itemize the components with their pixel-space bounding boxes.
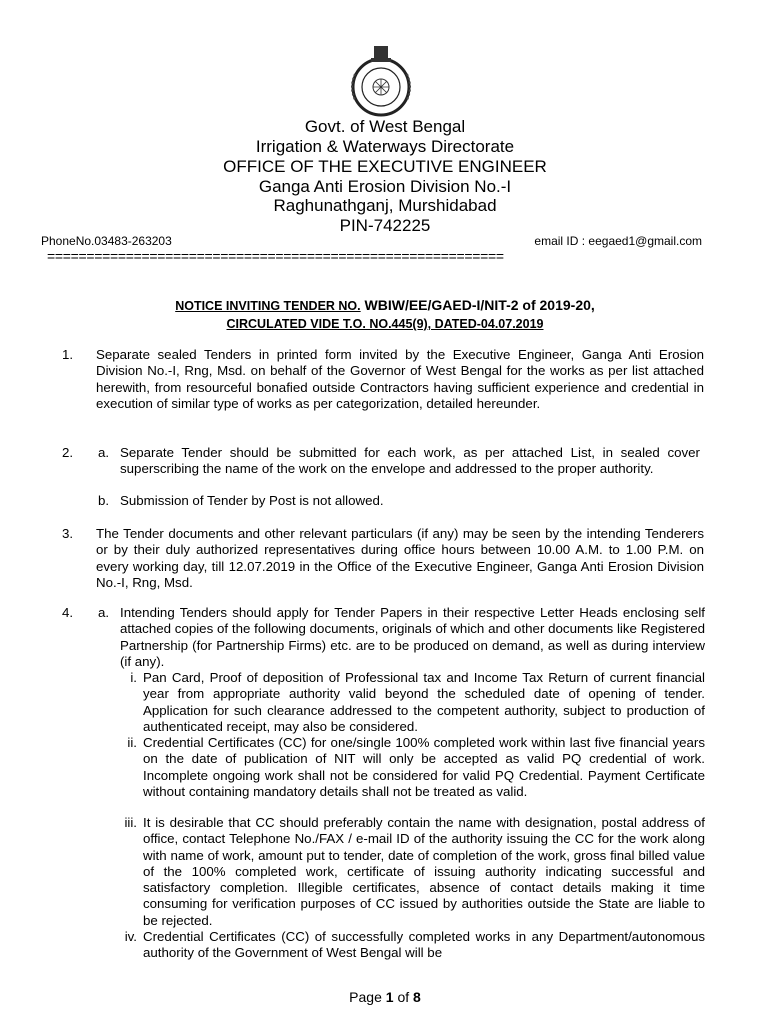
page-total: 8 <box>413 989 421 1005</box>
notice-number: WBIW/EE/GAED-I/NIT-2 of 2019-20, <box>360 297 595 313</box>
clause-number: 2. <box>62 445 74 460</box>
letterhead-govt: Govt. of West Bengal <box>304 117 466 136</box>
sub-label: a. <box>98 445 110 460</box>
email-id: email ID : eegaed1@gmail.com <box>534 234 702 248</box>
item-label: i. <box>130 670 137 685</box>
sub-label: a. <box>98 605 110 620</box>
page-footer <box>0 989 770 1005</box>
clause-4a-text: Intending Tenders should apply for Tender Papers in their respective Letter Heads enclosing self attached copies of the following documents, originals of which and other documents like Registered Partnership (for Partnership Firms) etc. are to be produced on demand, as well as during interview (if any). <box>120 605 705 669</box>
clause-4a-item <box>130 670 705 735</box>
clause-4a-item <box>124 929 705 962</box>
item-label: iii. <box>124 815 137 830</box>
letterhead-pin: PIN-742225 <box>339 216 431 235</box>
item-text: Credential Certificates (CC) for one/single 100% completed work within last five financial years on the date of publication of NIT will only be accepted as valid PQ credential of work. Incomplete ongoing work shall not be considered for valid PQ Credential. Payment Certificate without containing mandatory details shall not be treated as valid. <box>143 735 705 799</box>
letterhead-division: Ganga Anti Erosion Division No.-I <box>258 177 512 196</box>
clause-3-text: The Tender documents and other relevant particulars (if any) may be seen by the intending Tenderers or by their duly authorized representatives during office hours between 10.00 A.M. to 1.00 P.M. on every working day, till 12.07.2019 in the Office of the Executive Engineer, Ganga Anti Erosion Division No.-I, Rng, Msd. <box>96 526 704 590</box>
letterhead-directorate: Irrigation & Waterways Directorate <box>255 137 515 156</box>
clause-2b <box>98 493 700 509</box>
separator-rule: ========================================================== <box>47 248 504 264</box>
page-word: Page <box>349 989 386 1005</box>
phone-number: PhoneNo.03483-263203 <box>41 234 172 248</box>
circulated-line: CIRCULATED VIDE T.O. NO.445(9), DATED-04.07.2019 <box>226 317 544 331</box>
letterhead-location: Raghunathganj, Murshidabad <box>273 196 497 215</box>
clause-1-text: Separate sealed Tenders in printed form invited by the Executive Engineer, Ganga Anti Erosion Division No.-I, Rng, Msd. on behalf of the Governor of West Bengal for the works as per list attached herewith, from resourceful bonafied outside Contractors having sufficient experience and credential in execution of similar type of works as per categorization, detailed hereunder. <box>96 347 704 411</box>
item-label: iv. <box>124 929 137 944</box>
item-text: Pan Card, Proof of deposition of Professional tax and Income Tax Return of current financial year from appropriate authority valid beyond the scheduled date of opening of tender. Application for such clearance addressed to the competent authority, subject to production of authenticated receipt, may also be considered. <box>143 670 705 734</box>
clause-number: 3. <box>62 526 74 541</box>
sub-label: b. <box>98 493 110 508</box>
item-label: ii. <box>127 735 137 750</box>
letterhead-office: OFFICE OF THE EXECUTIVE ENGINEER <box>223 157 547 176</box>
clause-4a-item <box>124 815 705 929</box>
notice-title <box>0 296 770 315</box>
clause-2a <box>98 445 700 478</box>
clause-2a-text: Separate Tender should be submitted for each work, as per attached List, in sealed cover superscribing the name of the work on the envelope and addressed to the proper authority. <box>120 445 700 477</box>
clause-number: 1. <box>62 347 74 362</box>
notice-title-prefix: NOTICE INVITING TENDER NO. <box>175 299 361 313</box>
west-bengal-emblem-logo <box>343 44 419 118</box>
page-number: 1 <box>385 989 394 1005</box>
clause-number: 4. <box>62 605 74 620</box>
clause-4a-item <box>127 735 705 800</box>
clause-2b-text: Submission of Tender by Post is not allowed. <box>120 493 384 508</box>
of-word: of <box>393 989 414 1005</box>
item-text: Credential Certificates (CC) of successfully completed works in any Department/autonomous authority of the Government of West Bengal will be <box>143 929 705 961</box>
clause-4a <box>98 605 705 670</box>
item-text: It is desirable that CC should preferably contain the name with designation, postal address of office, contact Telephone No./FAX / e-mail ID of the authority issuing the CC for the work along with name of work, amount put to tender, date of completion of the work, gross final billed value of the 100% completed work, certificate of issuing authority indicating successful and satisfactory completion. Illegible certificates, absence of contact details making it time consuming for verification purposes of CC issued by authorities outside the State are liable to be rejected. <box>143 815 705 928</box>
